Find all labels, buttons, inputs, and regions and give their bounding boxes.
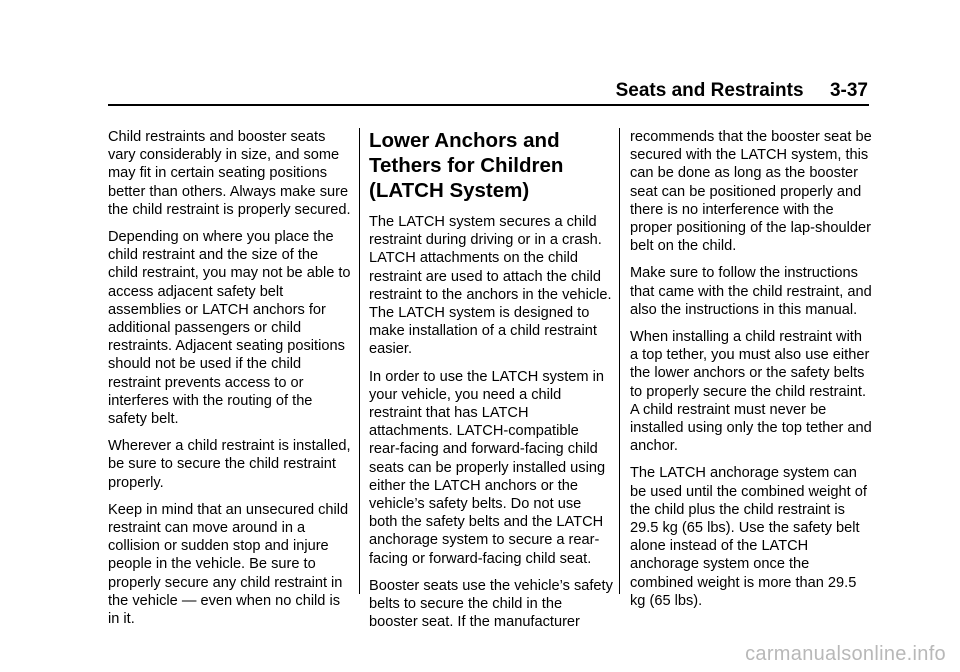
paragraph: Make sure to follow the instructions that came with the child restraint, and also the instructions in this manual. xyxy=(630,265,872,318)
middle-column xyxy=(369,128,613,640)
paragraph: The LATCH anchorage system can be used until the combined weight of the child plus the child restraint is 29.5 kg (65 lbs). Use the safety belt alone instead of the LATCH anchorage system once the combined weight is more than 29.5 kg (65 lbs). xyxy=(630,465,867,609)
paragraph: The LATCH system secures a child restraint during driving or in a crash. LATCH attachments on the child restraint are used to attach the child restraint to the anchors in the vehicle. The LATCH system is designed to make installation of a child restraint easier. xyxy=(369,214,612,358)
right-column xyxy=(630,128,874,619)
paragraph: Wherever a child restraint is installed, be sure to secure the child restraint properly. xyxy=(108,438,351,491)
paragraph: When installing a child restraint with a top tether, you must also use either the lower anchors or the safety belts to properly secure the child restraint. A child restraint must never be installed using only the top tether and anchor. xyxy=(630,329,872,455)
paragraph: Depending on where you place the child restraint and the size of the child restraint, you may not be able to access adjacent safety belt assemblies or LATCH anchors for additional passengers or child restraints. Adjacent seating positions should not be used if the child restraint prevents access to or interferes with the routing of the safety belt. xyxy=(108,229,351,428)
paragraph: Booster seats use the vehicle’s safety belts to secure the child in the booster seat. If the manufacturer xyxy=(369,577,613,631)
column-divider xyxy=(359,128,360,594)
section-title: Seats and Restraints xyxy=(615,80,804,101)
watermark: carmanualsonline.info xyxy=(745,643,946,665)
section-heading: Lower Anchors and Tethers for Children (LATCH System) xyxy=(369,129,564,202)
header-rule xyxy=(108,104,869,106)
left-column xyxy=(108,128,352,637)
page-number: 3-37 xyxy=(829,80,868,101)
paragraph: Child restraints and booster seats vary considerably in size, and some may fit in certain seating positions better than others. Always make sure the child restraint is properly secured. xyxy=(108,129,351,218)
paragraph: recommends that the booster seat be secured with the LATCH system, this can be done as long as the booster seat can be positioned properly and there is no interference with the proper positioning of the lap-shoulder belt on the child. xyxy=(630,129,872,255)
column-divider xyxy=(619,128,620,594)
paragraph: Keep in mind that an unsecured child restraint can move around in a collision or sudden stop and injure people in the vehicle. Be sure to properly secure any child restraint in the vehicle — even when no child is in it. xyxy=(108,501,349,628)
page-header xyxy=(108,80,868,102)
paragraph: In order to use the LATCH system in your vehicle, you need a child restraint that has LATCH attachments. LATCH-compatible rear-facing and forward-facing child seats can be properly installed using either the LATCH anchors or the vehicle’s safety belts. Do not use both the safety belts and the LATCH anchorage system to secure a rear-facing or forward-facing child seat. xyxy=(369,368,606,567)
